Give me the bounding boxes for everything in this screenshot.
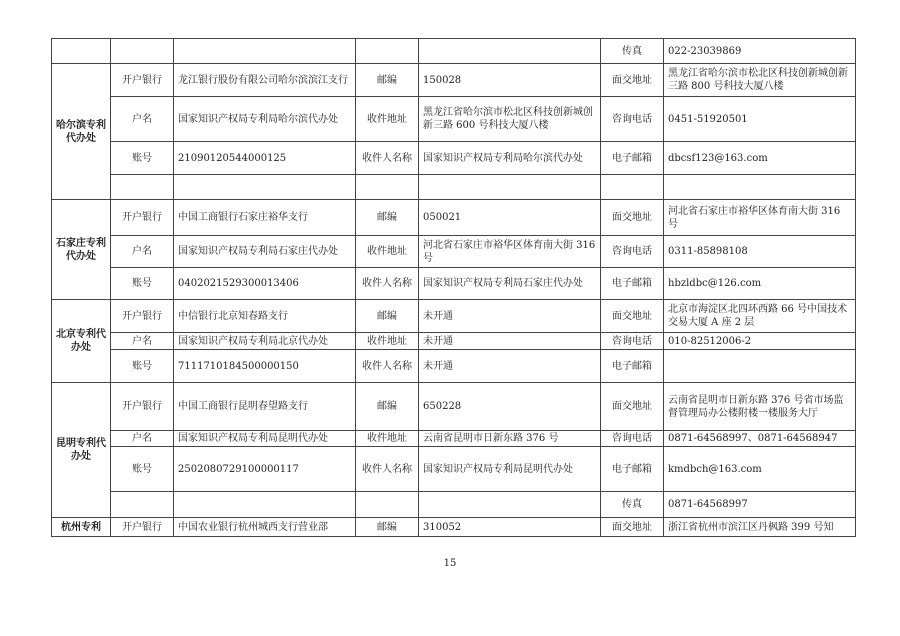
fax-label: 传真 [601,39,664,64]
mail-address-label: 收件地址 [356,97,419,142]
email-value: hbzldbc@126.com [664,268,856,300]
recipient-label: 收件人名称 [356,268,419,300]
account-name-value: 国家知识产权局专利局昆明代办处 [174,431,356,447]
office-name-harbin: 哈尔滨专利代办处 [52,64,111,200]
postcode-label: 邮编 [356,518,419,537]
account-no-value: 21090120544000125 [174,142,356,175]
mail-address-label: 收件地址 [356,431,419,447]
account-name-value: 国家知识产权局专利局哈尔滨代办处 [174,97,356,142]
mail-address-value: 黑龙江省哈尔滨市松北区科技创新城创新三路 600 号科技大厦八楼 [419,97,601,142]
mail-address-label: 收件地址 [356,333,419,350]
table-row [52,175,856,200]
account-name-label: 户名 [111,431,174,447]
phone-value: 0451-51920501 [664,97,856,142]
recipient-value: 国家知识产权局专利局哈尔滨代办处 [419,142,601,175]
phone-value: 010-82512006-2 [664,333,856,350]
phone-label: 咨询电话 [601,97,664,142]
table-row [52,97,856,142]
office-name-kunming: 昆明专利代办处 [52,383,111,518]
postcode-label: 邮编 [356,64,419,97]
account-no-value: 2502080729100000117 [174,447,356,492]
phone-label: 咨询电话 [601,333,664,350]
table-row [52,200,856,236]
mail-address-label: 收件地址 [356,236,419,268]
email-value: kmdbch@163.com [664,447,856,492]
submit-address-value: 黑龙江省哈尔滨市松北区科技创新城创新三路 800 号科技大厦八楼 [664,64,856,97]
mail-address-value: 未开通 [419,333,601,350]
postcode-label: 邮编 [356,383,419,431]
table-row [52,383,856,431]
account-name-value: 国家知识产权局专利局石家庄代办处 [174,236,356,268]
recipient-value: 国家知识产权局专利局石家庄代办处 [419,268,601,300]
bank-label: 开户银行 [111,518,174,537]
postcode-value: 050021 [419,200,601,236]
fax-value: 022-23039869 [664,39,856,64]
mail-address-value: 云南省昆明市日新东路 376 号 [419,431,601,447]
postcode-label: 邮编 [356,300,419,333]
office-name-shijiazhuang: 石家庄专利代办处 [52,200,111,300]
bank-value: 龙江银行股份有限公司哈尔滨滨江支行 [174,64,356,97]
recipient-label: 收件人名称 [356,350,419,383]
account-no-label: 账号 [111,142,174,175]
phone-value: 0871-64568997、0871-64568947 [664,431,856,447]
email-label: 电子邮箱 [601,268,664,300]
table-row [52,447,856,492]
fax-value: 0871-64568997 [664,492,856,518]
submit-address-value: 河北省石家庄市裕华区体育南大街 316 号 [664,200,856,236]
page-number: 15 [443,558,457,569]
bank-value: 中国工商银行石家庄裕华支行 [174,200,356,236]
postcode-label: 邮编 [356,200,419,236]
phone-value: 0311-85898108 [664,236,856,268]
recipient-value: 国家知识产权局专利局昆明代办处 [419,447,601,492]
table-row [52,492,856,518]
postcode-value: 未开通 [419,300,601,333]
submit-address-label: 面交地址 [601,300,664,333]
office-name-hangzhou: 杭州专利 [52,518,111,537]
recipient-label: 收件人名称 [356,142,419,175]
bank-label: 开户银行 [111,383,174,431]
bank-label: 开户银行 [111,300,174,333]
account-name-label: 户名 [111,236,174,268]
email-label: 电子邮箱 [601,350,664,383]
mail-address-value: 河北省石家庄市裕华区体育南大街 316 号 [419,236,601,268]
postcode-value: 310052 [419,518,601,537]
email-label: 电子邮箱 [601,142,664,175]
email-value [664,350,856,383]
submit-address-value: 北京市海淀区北四环西路 66 号中国技术交易大厦 A 座 2 层 [664,300,856,333]
submit-address-value: 云南省昆明市日新东路 376 号省市场监督管理局办公楼附楼一楼服务大厅 [664,383,856,431]
bank-value: 中国工商银行昆明春望路支行 [174,383,356,431]
bank-label: 开户银行 [111,200,174,236]
email-label: 电子邮箱 [601,447,664,492]
phone-label: 咨询电话 [601,236,664,268]
account-no-label: 账号 [111,350,174,383]
agency-info-table [51,38,856,537]
table-row [52,142,856,175]
table-row [52,236,856,268]
account-no-label: 账号 [111,268,174,300]
account-name-label: 户名 [111,333,174,350]
recipient-label: 收件人名称 [356,447,419,492]
bank-value: 中信银行北京知春路支行 [174,300,356,333]
submit-address-label: 面交地址 [601,64,664,97]
account-no-label: 账号 [111,447,174,492]
submit-address-value: 浙江省杭州市滨江区丹枫路 399 号知 [664,518,856,537]
submit-address-label: 面交地址 [601,383,664,431]
submit-address-label: 面交地址 [601,518,664,537]
account-name-label: 户名 [111,97,174,142]
recipient-value: 未开通 [419,350,601,383]
table-row [52,431,856,447]
email-value: dbcsf123@163.com [664,142,856,175]
table-row [52,518,856,537]
account-no-value: 0402021529300013406 [174,268,356,300]
postcode-value: 650228 [419,383,601,431]
table-row [52,64,856,97]
table-row [52,300,856,333]
postcode-value: 150028 [419,64,601,97]
account-name-value: 国家知识产权局专利局北京代办处 [174,333,356,350]
phone-label: 咨询电话 [601,431,664,447]
bank-value: 中国农业银行杭州城西支行营业部 [174,518,356,537]
bank-label: 开户银行 [111,64,174,97]
office-name-beijing: 北京专利代办处 [52,300,111,383]
table-row [52,268,856,300]
account-no-value: 7111710184500000150 [174,350,356,383]
table-row [52,333,856,350]
table-row [52,350,856,383]
table-row [52,39,856,64]
fax-label: 传真 [601,492,664,518]
submit-address-label: 面交地址 [601,200,664,236]
